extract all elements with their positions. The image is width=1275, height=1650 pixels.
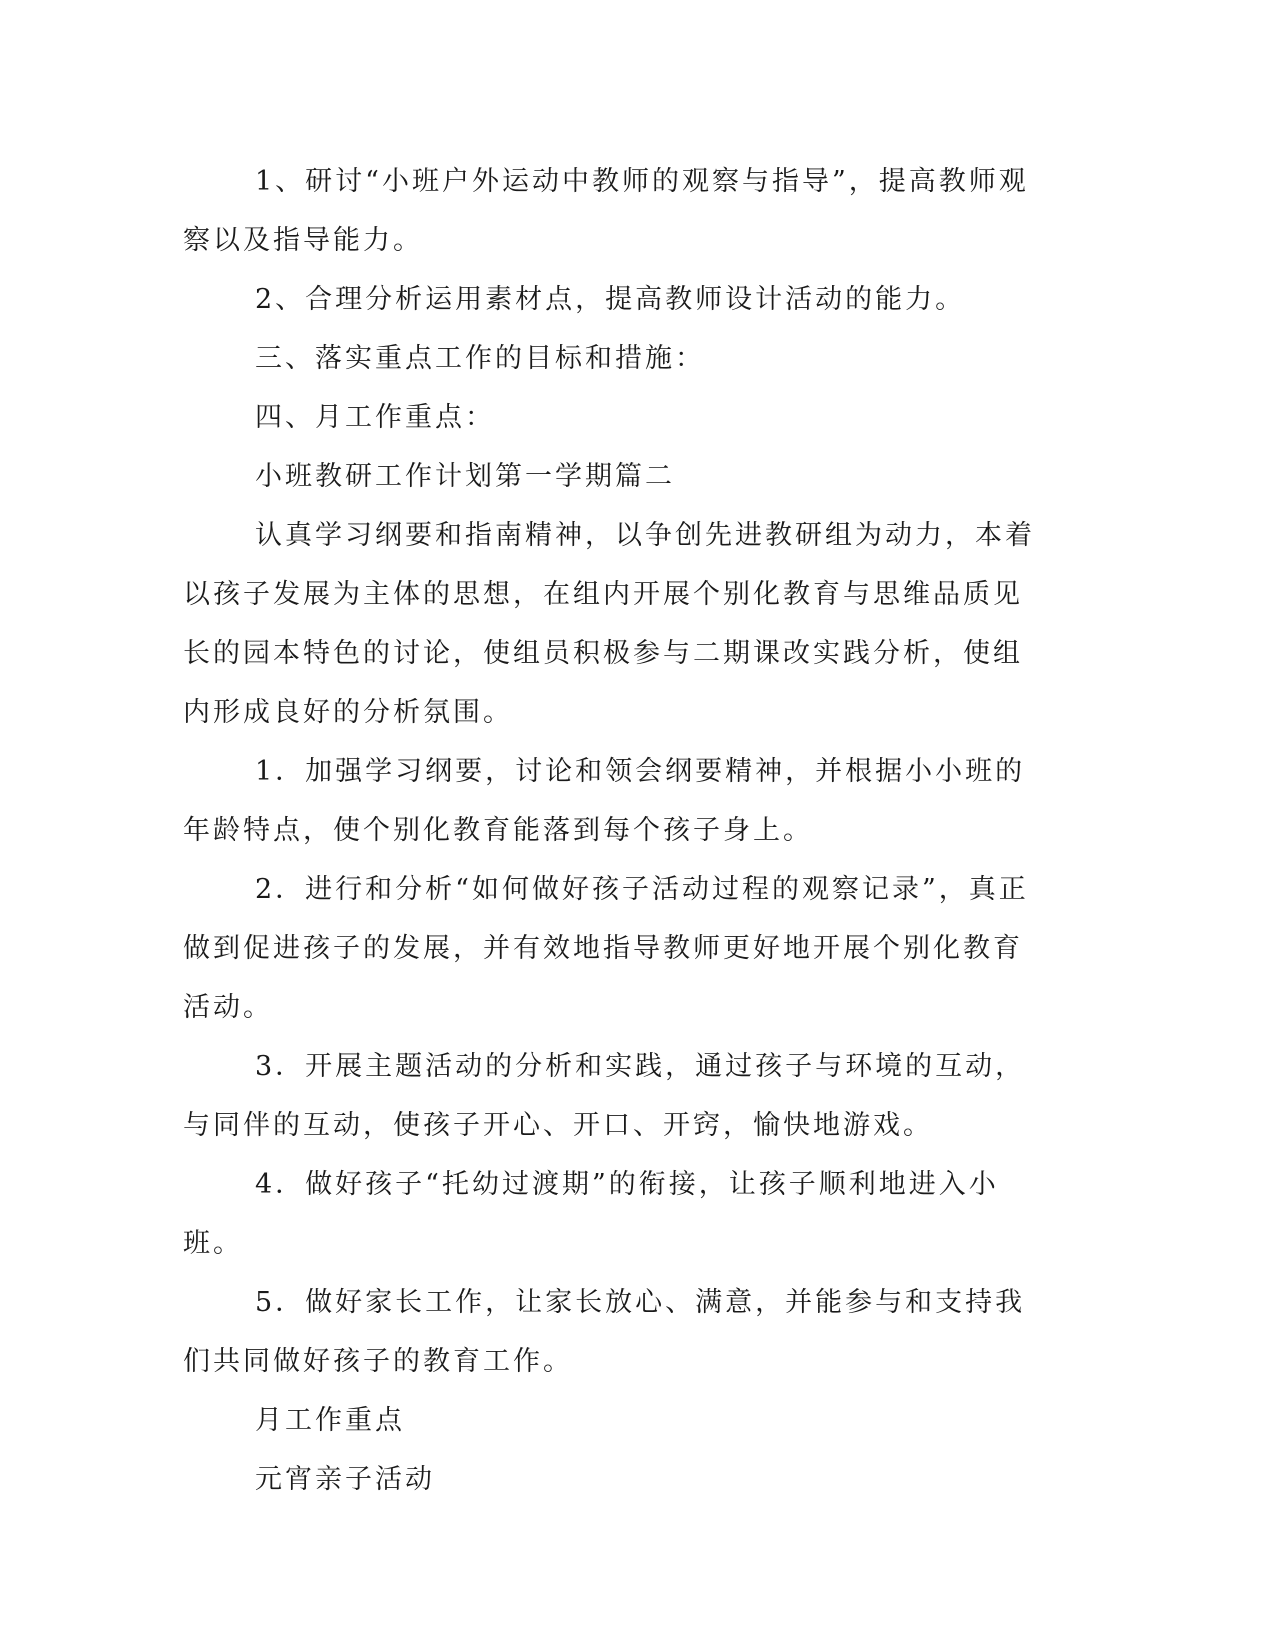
list-item-5: 5．做好家长工作，让家长放心、满意，并能参与和支持我们共同做好孩子的教育工作。 bbox=[183, 1287, 1026, 1377]
list-item-4: 4．做好孩子“托幼过渡期”的衔接，让孩子顺利地进入小班。 bbox=[183, 1169, 999, 1259]
chapter-title: 小班教研工作计划第一学期篇二 bbox=[255, 461, 675, 492]
list-item-2: 2．进行和分析“如何做好孩子活动过程的观察记录”，真正做到促进孩子的发展，并有效地指导教师更好地开展个别化教育活动。 bbox=[183, 874, 1029, 1023]
section-heading-3: 三、落实重点工作的目标和措施： bbox=[255, 343, 705, 374]
list-item-3: 3．开展主题活动的分析和实践，通过孩子与环境的互动，与同伴的互动，使孩子开心、开口、开窍，愉快地游戏。 bbox=[183, 1051, 1026, 1141]
intro-paragraph: 认真学习纲要和指南精神，以争创先进教研组为动力，本着以孩子发展为主体的思想，在组内开展个别化教育与思维品质见长的园本特色的讨论，使组员积极参与二期课改实践分析，使组内形成良好的分析氛围。 bbox=[183, 520, 1035, 728]
paragraph-item-1: 1、研讨“小班户外运动中教师的观察与指导”，提高教师观察以及指导能力。 bbox=[183, 166, 1029, 256]
monthly-focus-heading: 月工作重点 bbox=[255, 1405, 405, 1436]
paragraph-item-2: 2、合理分析运用素材点，提高教师设计活动的能力。 bbox=[255, 284, 966, 315]
list-item-1: 1．加强学习纲要，讨论和领会纲要精神，并根据小小班的年龄特点，使个别化教育能落到每个孩子身上。 bbox=[183, 756, 1026, 846]
section-heading-4: 四、月工作重点： bbox=[255, 402, 495, 433]
lantern-activity-item: 元宵亲子活动 bbox=[255, 1464, 435, 1495]
document-body bbox=[183, 152, 1043, 1509]
